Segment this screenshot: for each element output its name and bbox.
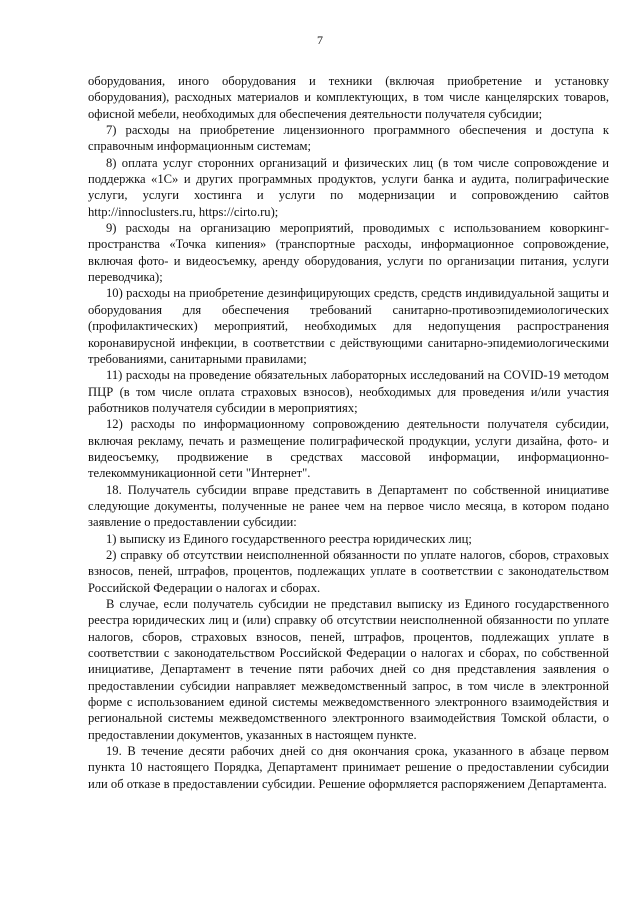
paragraph-clause-18-item-2: 2) справку об отсутствии неисполненной обязанности по уплате налогов, сборов, страховых взносов, пеней, штрафов, процентов, подлежащих уплате в соответствии с законодательством Российской Федерации о налогах и сборах.: [88, 547, 609, 595]
paragraph-item-12: 12) расходы по информационному сопровождению деятельности получателя субсидии, включая рекламу, печать и размещение полиграфической продукции, услуги дизайна, фото- и видеосъемку, продвижение в средствах массовой информации, информационно-телекоммуникационной сети "Интернет".: [88, 417, 609, 481]
paragraph-clause-18: 18. Получатель субсидии вправе представить в Департамент по собственной инициативе следующие документы, полученные не ранее чем на первое число месяца, в котором подано заявление о предоставлении субсидии:: [88, 482, 609, 530]
paragraph-item-11: 11) расходы на проведение обязательных лабораторных исследований на COVID-19 методом ПЦР (в том числе оплата страховых взносов), необходимых для проведения и/или участия работников получателя субсидии в мероприятиях;: [88, 368, 609, 415]
paragraph-clause-19: 19. В течение десяти рабочих дней со дня окончания срока, указанного в абзаце первом пункта 10 настоящего Порядка, Департамент принимает решение о предоставлении субсидии или об отказе в предоставлении субсидии. Решение оформляется распоряжением Департамента.: [88, 744, 609, 791]
document-body: [88, 73, 609, 792]
page-number: 7: [317, 33, 323, 47]
paragraph-equipment-continued: оборудования, иного оборудования и техники (включая приобретение и установку оборудования), расходных материалов и комплектующих, в том числе канцелярских товаров, офисной мебели, необходимых для обеспечения деятельности получателя субсидии;: [88, 74, 609, 121]
paragraph-item-10: 10) расходы на приобретение дезинфицирующих средств, средств индивидуальной защиты и оборудования для обеспечения требований санитарно-противоэпидемиологических (профилактических) мероприятий, необходимых для недопущения распространения коронавирусной инфекции, в соответствии с действующими санитарно-эпидемиологическими требованиями, санитарными правилами;: [88, 286, 609, 366]
paragraph-item-8: 8) оплата услуг сторонних организаций и физических лиц (в том числе сопровождение и поддержка «1С» и других программных продуктов, услуги банка и аудита, полиграфические услуги, услуги хостинга и услуги по модернизации и сопровождению сайтов http://innoclusters.ru, https://cirto.ru);: [88, 155, 609, 219]
paragraph-interagency-request: В случае, если получатель субсидии не представил выписку из Единого государственного реестра юридических лиц и (или) справку об отсутствии неисполненной обязанности по уплате налогов, сборов, страховых взносов, пеней, штрафов, процентов, подлежащих уплате в соответствии с законодательством Российской Федерации о налогах и сборах, по собственной инициативе, Департамент в течение пяти рабочих дней со дня представления заявления о предоставлении субсидии направляет межведомственный запрос, в том числе в электронной форме с использованием единой системы межведомственного электронного взаимодействия и региональной системы межведомственного электронного взаимодействия Томской области, о предоставлении документов, указанных в настоящем пункте.: [88, 597, 609, 742]
paragraph-item-9: 9) расходы на организацию мероприятий, проводимых с использованием коворкинг-пространства «Точка кипения» (транспортные расходы, информационное сопровождение, включая фото- и видеосъемку, аренду оборудования, услуги по организации питания, услуги переводчика);: [88, 221, 609, 285]
paragraph-item-7: 7) расходы на приобретение лицензионного программного обеспечения и доступа к справочным информационным системам;: [88, 123, 609, 154]
paragraph-clause-18-item-1: 1) выписку из Единого государственного реестра юридических лиц;: [106, 531, 472, 546]
